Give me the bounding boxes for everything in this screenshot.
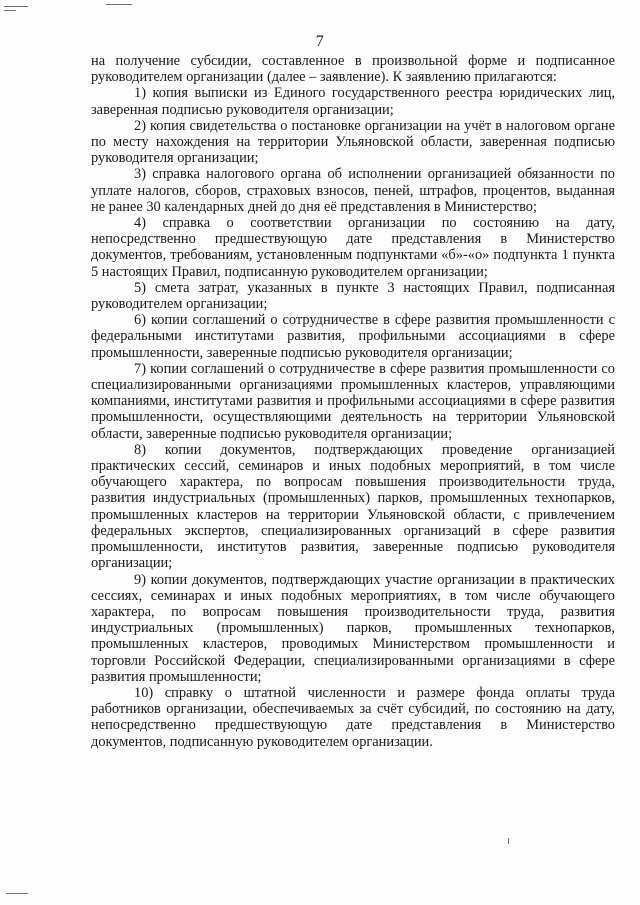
list-item-2: 2) копия свидетельства о постановке организации на учёт в налоговом органе по месту нахождения на территории Ульяновской области, заверенная подписью руководителя организации; <box>91 117 615 167</box>
scan-artifact <box>4 10 16 11</box>
intro-paragraph: на получение субсидии, составленное в произвольной форме и подписанное руководителем организации (далее – заявление). К заявлению прилагаются: <box>91 53 615 86</box>
scan-artifact <box>508 838 509 844</box>
scan-artifact <box>106 4 132 5</box>
scan-artifact <box>6 893 28 894</box>
list-item-6: 6) копии соглашений о сотрудничестве в сфере развития промышленности с федеральными институтами развития, профильными ассоциациями в сфере промышленности, заверенные подписью руководителя организации; <box>91 312 615 361</box>
list-item-9: 9) копии документов, подтверждающих участие организации в практических сессиях, семинарах и иных подобных мероприятиях, в том числе обучающего характера, по вопросам повышения производительности труда, развития индустриальных (промышленных) парков, промышленных технопарков, промышленных кластеров, проводимых Министерством промышленности и торговли Российской Федерации, специализированными организациями в сфере развития промышленности; <box>91 571 615 685</box>
page-number: 7 <box>315 33 325 50</box>
list-item-3: 3) справка налогового органа об исполнении организацией обязанности по уплате налогов, сборов, страховых взносов, пеней, штрафов, процентов, выданная не ранее 30 календарных дней до дня её представления в Министерство; <box>91 166 615 215</box>
list-item-4: 4) справка о соответствии организации по состоянию на дату, непосредственно предшествующую дате представления в Министерство документов, требованиям, установленным подпунктами «б»-«о» подпункта 1 пункта 5 настоящих Правил, подписанную руководителем организации; <box>91 215 615 280</box>
document-body <box>91 53 615 750</box>
list-item-10: 10) справку о штатной численности и размере фонда оплаты труда работников организации, обеспечиваемых за счёт субсидий, по состоянию на дату, непосредственно предшествующую дате представления в Министерство документов, подписанную руководителем организации. <box>91 684 615 750</box>
list-item-8: 8) копии документов, подтверждающих проведение организацией практических сессий, семинаров и иных подобных мероприятий, в том числе обучающего характера, по вопросам повышения производительности труда, развития индустриальных (промышленных) парков, промышленных технопарков, промышленных кластеров на территории Ульяновской области, с привлечением федеральных экспертов, специализированных организаций в сфере развития промышленности, институтов развития, заверенные подписью руководителя организации; <box>91 441 615 572</box>
list-item-7: 7) копии соглашений о сотрудничестве в сфере развития промышленности со специализированными организациями промышленных кластеров, управляющими компаниями, институтами развития и профильными ассоциациями в сфере развития промышленности, осуществляющими деятельность на территории Ульяновской области, заверенные подписью руководителя организации; <box>91 360 615 442</box>
scan-artifact <box>4 6 28 7</box>
list-item-1: 1) копия выписки из Единого государственного реестра юридических лиц, заверенная подписью руководителя организации; <box>91 85 615 118</box>
list-item-5: 5) смета затрат, указанных в пункте 3 настоящих Правил, подписанная руководителем организации; <box>91 279 615 313</box>
